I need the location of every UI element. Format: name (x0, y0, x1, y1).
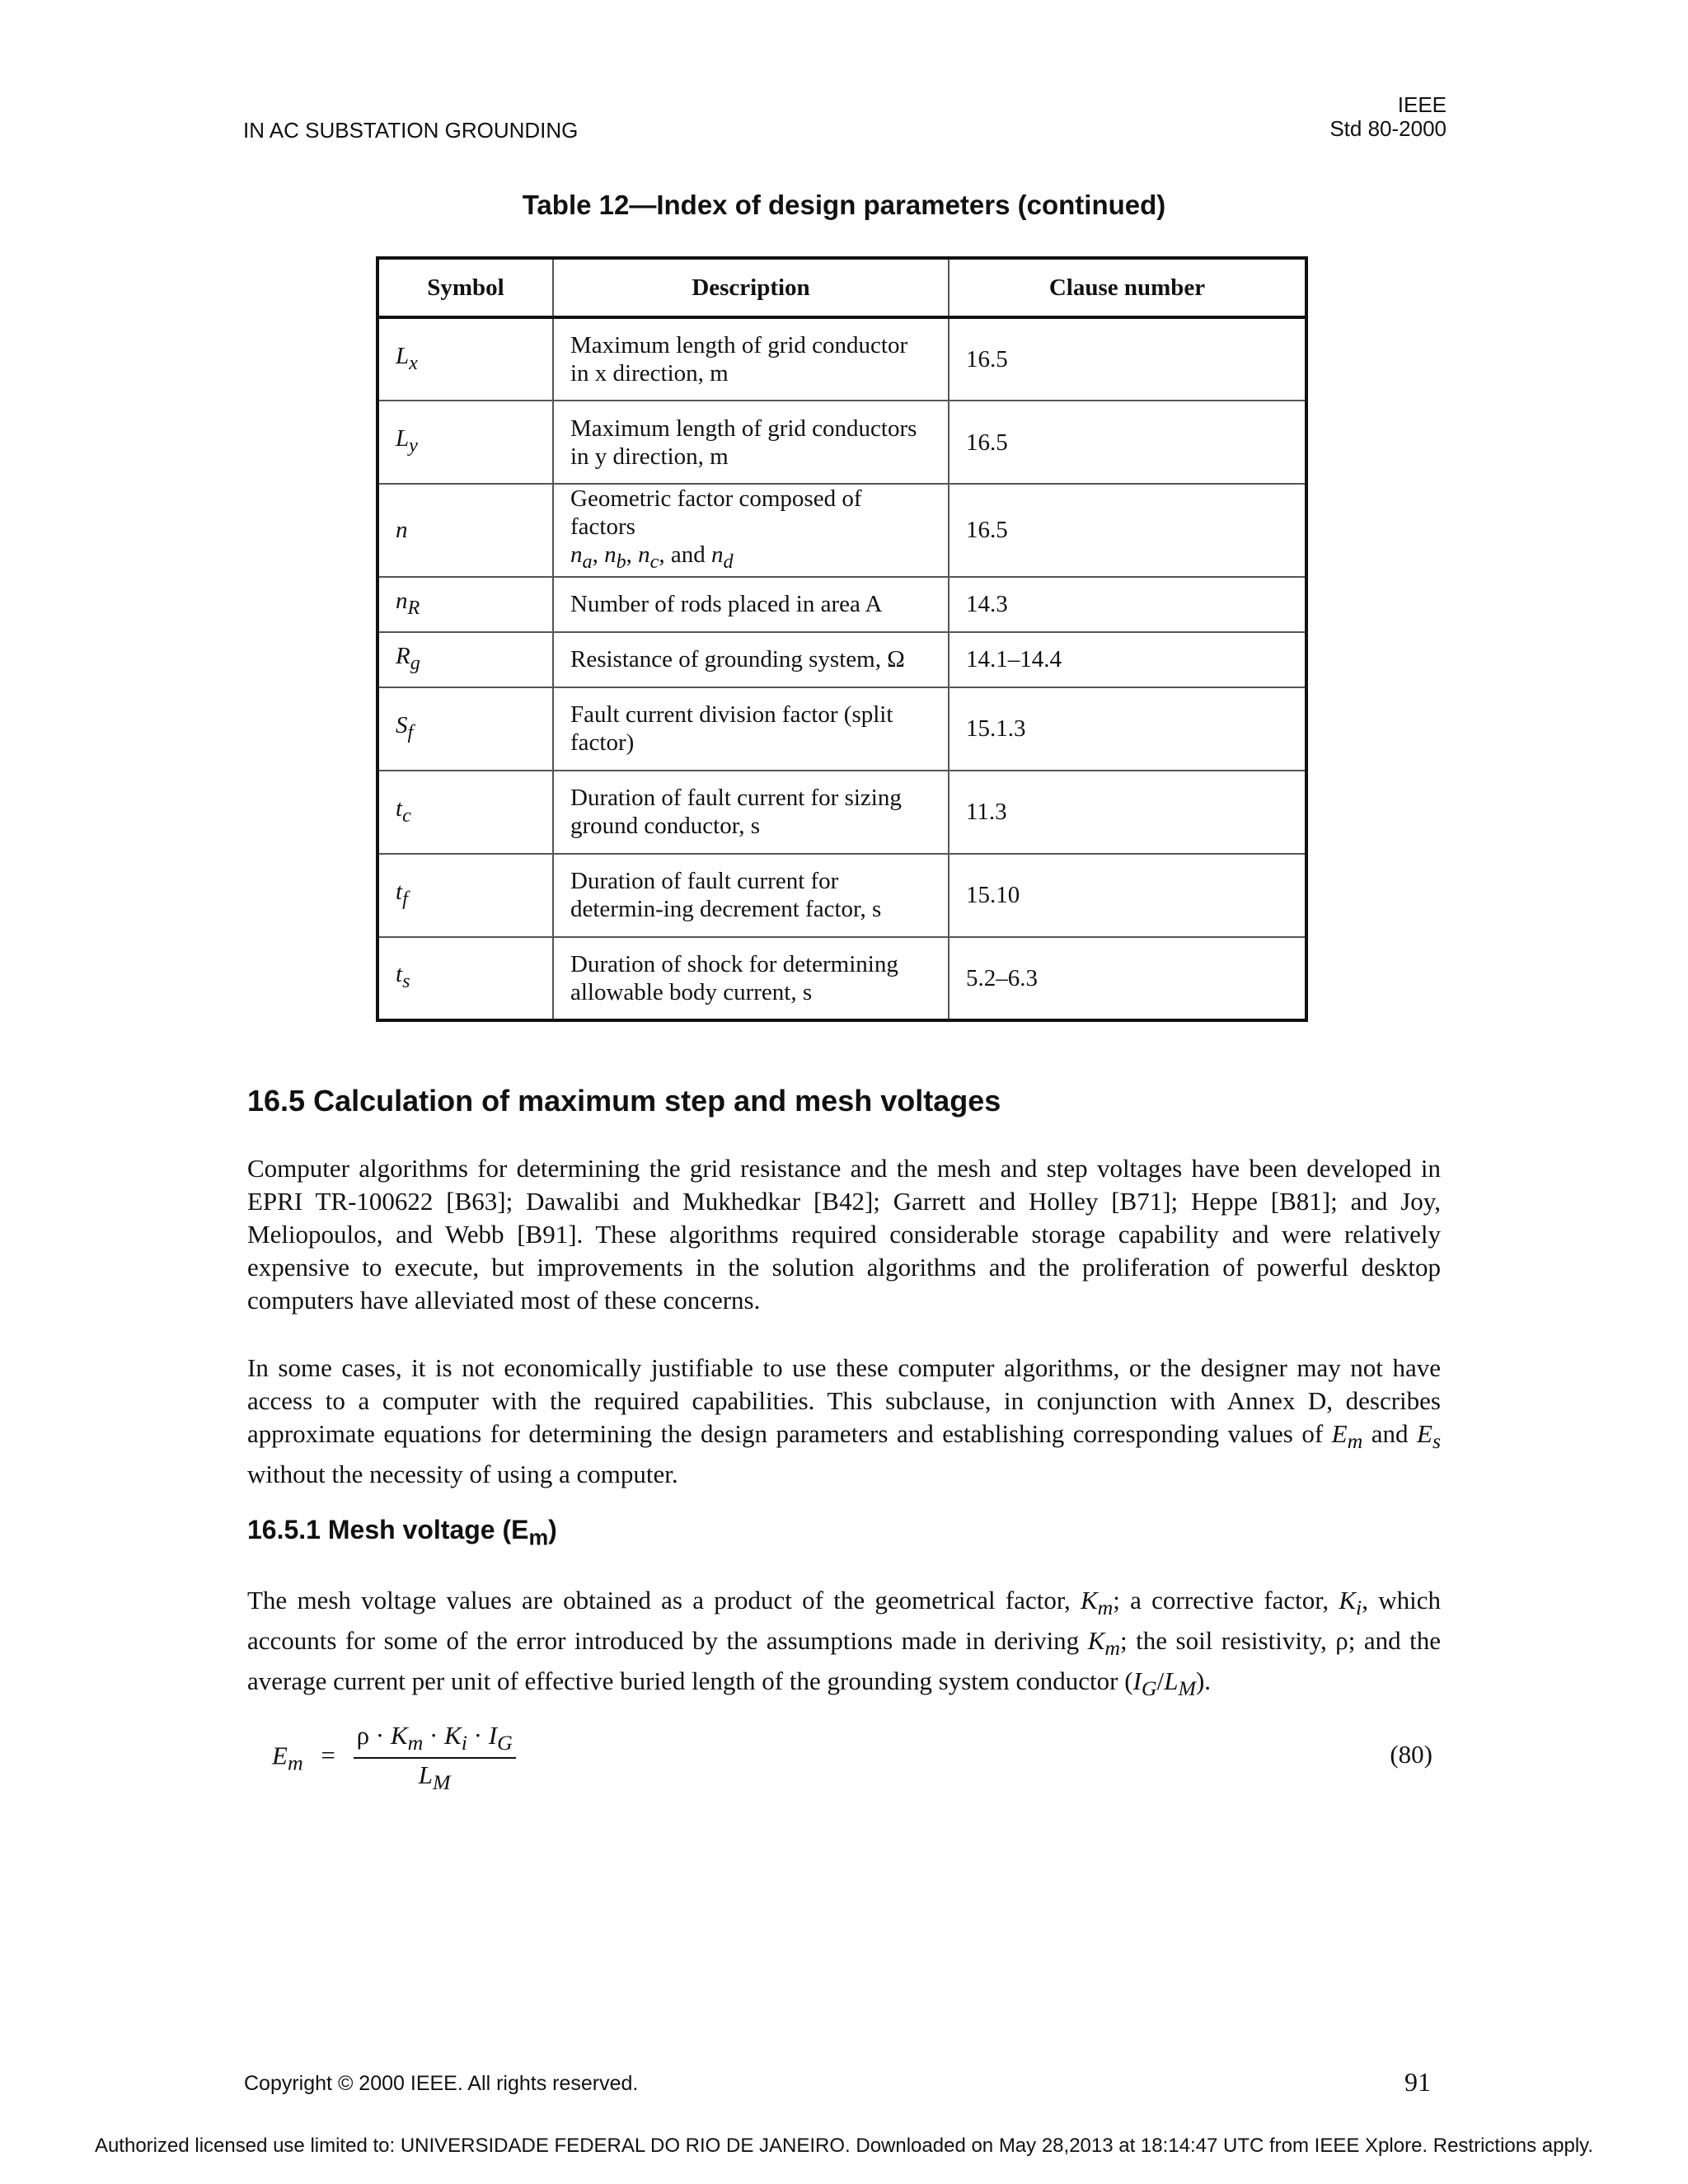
cell-description: Resistance of grounding system, Ω (553, 632, 949, 687)
cell-clause: 16.5 (949, 401, 1306, 484)
running-header-left: IN AC SUBSTATION GROUNDING (243, 118, 579, 143)
equation-lhs: E (272, 1741, 288, 1770)
table-header-row (377, 258, 1306, 317)
equation-equals: = (321, 1741, 335, 1770)
table-row (377, 577, 1306, 632)
equation-denominator: $L_M$ (418, 1760, 451, 1795)
cell-description: Duration of shock for determining allowable body current, s (553, 937, 949, 1020)
cell-symbol: $t_s$ (377, 937, 553, 1020)
subsection-heading: 16.5.1 Mesh voltage $(E_m)$ (247, 1515, 557, 1550)
cell-symbol: $n_R$ (377, 577, 553, 632)
cell-description: Duration of fault current for determin-ing decrement factor, s (553, 854, 949, 937)
cell-clause: 14.3 (949, 577, 1306, 632)
table-row (377, 632, 1306, 687)
table-row (377, 484, 1306, 577)
table-row (377, 401, 1306, 484)
cell-symbol: $L_x$ (377, 317, 553, 401)
paragraph-mesh-voltage: The mesh voltage values are obtained as a product of the geometrical factor, $K_m$; a corrective factor, $K_i$, which accounts for some of the error introduced by the assumptions made in deriving $K_m$; the soil resistivity, ρ; and the average current per unit of effective buried length of the grounding system conductor $(I_G/L_M)$. (247, 1586, 1442, 1701)
equation-numerator: $\rho \cdot K_m \cdot K_i \cdot I_G$ (354, 1721, 516, 1759)
cell-clause: 15.10 (949, 854, 1306, 937)
cell-symbol: $t_f$ (377, 854, 553, 937)
running-header-right (1329, 93, 1447, 141)
cell-description: Maximum length of grid conductor in x direction, m (553, 317, 949, 401)
table-row (377, 937, 1306, 1020)
design-parameters-table (376, 256, 1308, 1022)
cell-symbol: $S_f$ (377, 687, 553, 771)
cell-symbol: n (377, 484, 553, 577)
equation-fraction (354, 1721, 516, 1795)
column-header-symbol: Symbol (377, 258, 553, 317)
table-row (377, 317, 1306, 401)
table-title: Table 12—Index of design parameters (continued) (522, 190, 1166, 220)
column-header-description: Description (553, 258, 949, 317)
cell-clause: 14.1–14.4 (949, 632, 1306, 687)
table-row (377, 687, 1306, 771)
cell-symbol: $t_c$ (377, 771, 553, 854)
column-header-clause: Clause number (949, 258, 1306, 317)
equation-80: $E_m$ = $\frac{\rho \cdot K_m \cdot K_i \cdot I_G}{L_M}$ (272, 1721, 516, 1795)
cell-description: Geometric factor composed of factors $n_a$, $n_b$, $n_c$, and $n_d$ (553, 484, 949, 577)
cell-clause: 11.3 (949, 771, 1306, 854)
cell-clause: 16.5 (949, 317, 1306, 401)
page-number: 91 (1404, 2067, 1431, 2097)
table-row (377, 854, 1306, 937)
cell-symbol: $R_g$ (377, 632, 553, 687)
cell-clause: 5.2–6.3 (949, 937, 1306, 1020)
cell-description: Duration of fault current for sizing ground conductor, s (553, 771, 949, 854)
license-notice: Authorized licensed use limited to: UNIVERSIDADE FEDERAL DO RIO DE JANEIRO. Downloaded on May 28,2013 at 18:14:47 UTC from IEEE Xplore. Restrictions apply. (94, 2135, 1594, 2157)
cell-description: Fault current division factor (split factor) (553, 687, 949, 771)
cell-clause: 16.5 (949, 484, 1306, 577)
table-row (377, 771, 1306, 854)
header-ieee: IEEE (1397, 92, 1447, 117)
section-heading: 16.5 Calculation of maximum step and mesh voltages (247, 1084, 1001, 1118)
cell-clause: 15.1.3 (949, 687, 1306, 771)
cell-description: Maximum length of grid conductors in y direction, m (553, 401, 949, 484)
cell-description: Number of rods placed in area A (553, 577, 949, 632)
copyright-notice: Copyright © 2000 IEEE. All rights reserved. (244, 2072, 639, 2095)
equation-number: (80) (1390, 1740, 1432, 1769)
paragraph-algorithms: Computer algorithms for determining the grid resistance and the mesh and step voltages have been developed in EPRI TR-100622 [B63]; Dawalibi and Mukhedkar [B42]; Garrett and Holley [B71]; Heppe [B81]; and Joy, Meliopoulos, and Webb [B91]. These algorithms required considerable storage capability and were relatively expensive to execute, but improvements in the solution algorithms and the proliferation of powerful desktop computers have alleviated most of these concerns. (247, 1154, 1441, 1315)
header-std: Std 80-2000 (1329, 116, 1447, 141)
cell-symbol: $L_y$ (377, 401, 553, 484)
paragraph-approximate-equations: In some cases, it is not economically justifiable to use these computer algorithms, or the designer may not have access to a computer with the required capabilities. This subclause, in conjunction with Annex D, describes approximate equations for determining the design parameters and establishing corresponding values of $E_m$ and $E_s$ without the necessity of using a computer. (247, 1353, 1442, 1489)
